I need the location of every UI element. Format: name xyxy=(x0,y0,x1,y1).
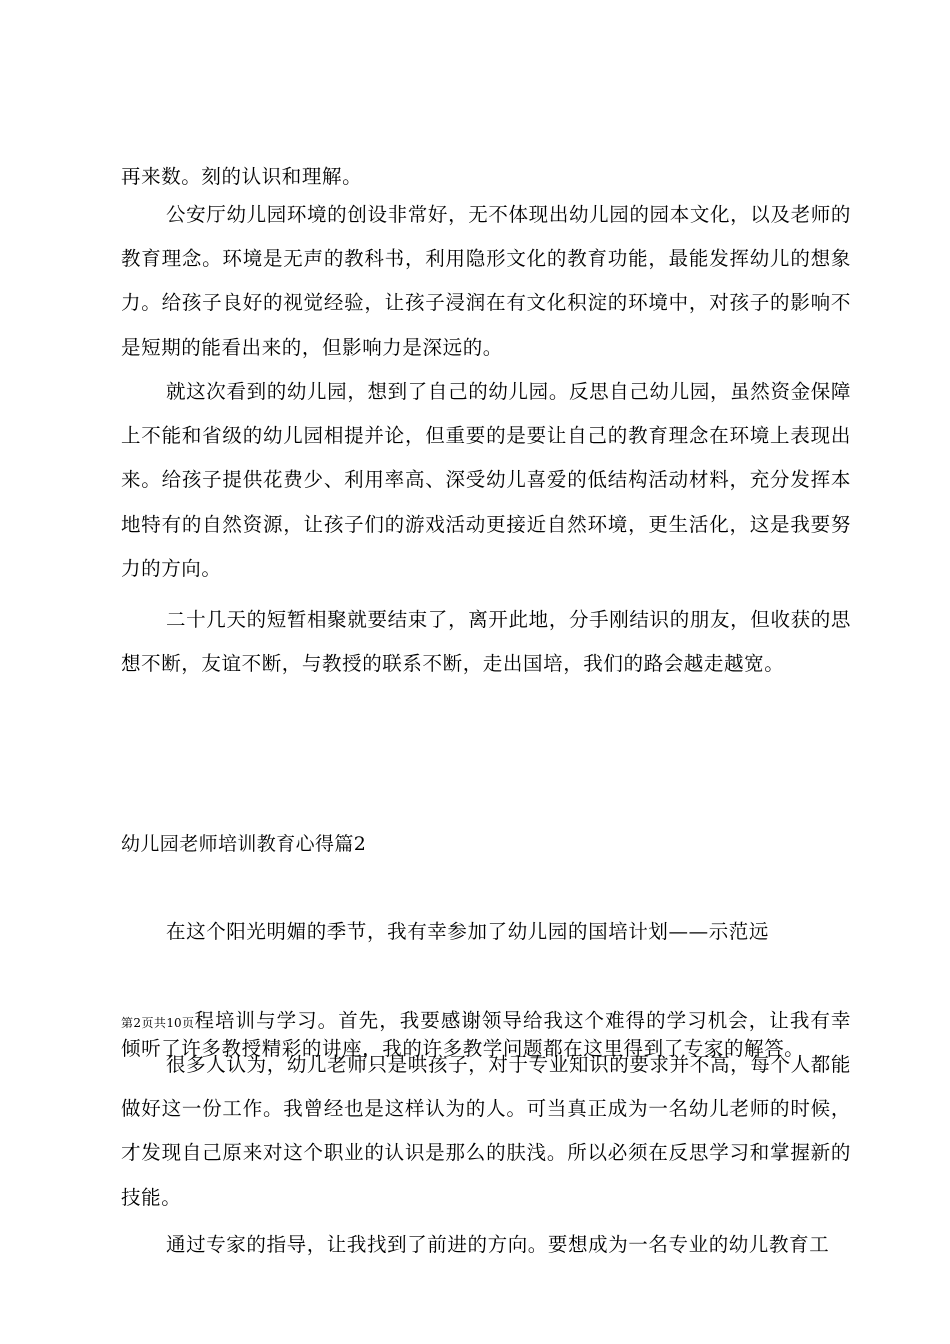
section-heading: 幼儿园老师培训教育心得篇2 xyxy=(121,833,367,855)
page-footer: 第2页共10页 xyxy=(121,1016,195,1030)
paragraph-guidance: 通过专家的指导，让我找到了前进的方向。要想成为一名专业的幼儿教育工 xyxy=(166,1233,830,1256)
paragraph-environment: 公安厅幼儿园环境的创设非常好，无不体现出幼儿园的园本文化，以及老师的教育理念。环境是无声的教科书，利用隐形文化的教育功能，最能发挥幼儿的想象力。给孩子良好的视觉经验，让孩子浸润在有文化积淀的环境中，对孩子的影响不是短期的能看出来的，但影响力是深远的。 xyxy=(121,203,851,359)
paragraph-perception: 很多人认为，幼儿老师只是哄孩子，对于专业知识的要求并不高，每个人都能做好这一份工作。我曾经也是这样认为的人。可当真正成为一名幼儿老师的时候，才发现自己原来对这个职业的认识是那么的肤浅。所以必须在反思学习和掌握新的技能。 xyxy=(121,1053,851,1209)
paragraph-training-text: 程培训与学习。首先，我要感谢领导给我这个难得的学习机会，让我有幸倾听了许多教授精彩的讲座，我的许多教学问题都在这里得到了专家的解答。 xyxy=(121,1009,851,1060)
paragraph-farewell: 二十几天的短暂相聚就要结束了，离开此地，分手刚结识的朋友，但收获的思想不断，友谊不断，与教授的联系不断，走出国培，我们的路会越走越宽。 xyxy=(121,608,851,676)
paragraph-reflection: 就这次看到的幼儿园，想到了自己的幼儿园。反思自己幼儿园，虽然资金保障上不能和省级的幼儿园相提并论，但重要的是要让自己的教育理念在环境上表现出来。给孩子提供花费少、利用率高、深受幼儿喜爱的低结构活动材料，充分发挥本地特有的自然资源，让孩子们的游戏活动更接近自然环境，更生活化，这是我要努力的方向。 xyxy=(121,380,851,580)
paragraph-intro: 在这个阳光明媚的季节，我有幸参加了幼儿园的国培计划——示范远 xyxy=(166,920,770,943)
paragraph-continuation: 再来数。刻的认识和理解。 xyxy=(121,165,363,188)
